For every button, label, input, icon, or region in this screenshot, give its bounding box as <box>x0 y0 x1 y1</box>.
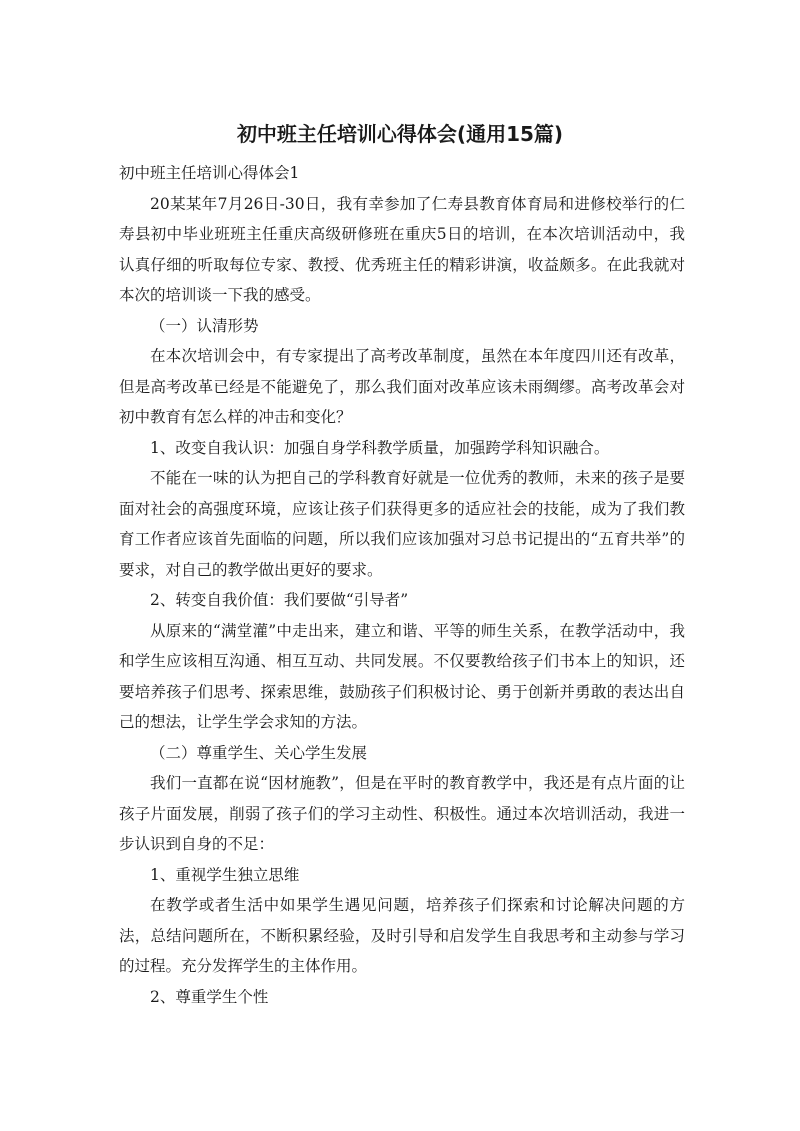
point-heading: 1、改变自我认识：加强自身学科教学质量，加强跨学科知识融合。 <box>150 438 610 457</box>
subsection-heading: （二）尊重学生、关心学生发展 <box>150 743 368 762</box>
body-paragraph: 在教学或者生活中如果学生遇见问题，培养孩子们探索和讨论解决问题的方法，总结问题所在，不断积累经验，及时引导和启发学生自我思考和主动参与学习的过程。充分发挥学生的主体作用。 <box>119 896 685 975</box>
body-paragraph: 20某某年7月26日-30日，我有幸参加了仁寿县教育体育局和进修校举行的仁寿县初中毕业班班主任重庆高级研修班在重庆5日的培训，在本次培训活动中，我认真仔细的听取每位专家、教授、优秀班主任的精彩讲演，收益颇多。在此我就对本次的培训谈一下我的感受。 <box>119 194 685 304</box>
document-body <box>119 158 685 1012</box>
body-paragraph: 我们一直都在说“因材施教”，但是在平时的教育教学中，我还是有点片面的让孩子片面发展，削弱了孩子们的学习主动性、积极性。通过本次培训活动，我进一步认识到自身的不足： <box>119 774 685 853</box>
body-paragraph: 从原来的“满堂灌”中走出来，建立和谐、平等的师生关系，在教学活动中，我和学生应该相互沟通、相互互动、共同发展。不仅要教给孩子们书本上的知识，还要培养孩子们思考、探索思维，鼓励孩子们积极讨论、勇于创新并勇敢的表达出自己的想法，让学生学会求知的方法。 <box>119 621 685 731</box>
point-heading: 2、尊重学生个性 <box>150 987 269 1006</box>
body-paragraph: 不能在一味的认为把自己的学科教育好就是一位优秀的教师，未来的孩子是要面对社会的高强度环境，应该让孩子们获得更多的适应社会的技能，成为了我们教育工作者应该首先面临的问题，所以我们应该加强对习总书记提出的“五育共举”的要求，对自己的教学做出更好的要求。 <box>119 469 685 579</box>
document-title: 初中班主任培训心得体会(通用15篇) <box>236 122 564 146</box>
subsection-heading: （一）认清形势 <box>150 316 259 335</box>
point-heading: 1、重视学生独立思维 <box>150 865 300 884</box>
section-heading: 初中班主任培训心得体会1 <box>119 164 300 182</box>
body-paragraph: 在本次培训会中，有专家提出了高考改革制度，虽然在本年度四川还有改革，但是高考改革已经是不能避免了，那么我们面对改革应该未雨绸缪。高考改革会对初中教育有怎么样的冲击和变化？ <box>119 347 685 426</box>
point-heading: 2、转变自我价值：我们要做“引导者” <box>150 591 409 609</box>
